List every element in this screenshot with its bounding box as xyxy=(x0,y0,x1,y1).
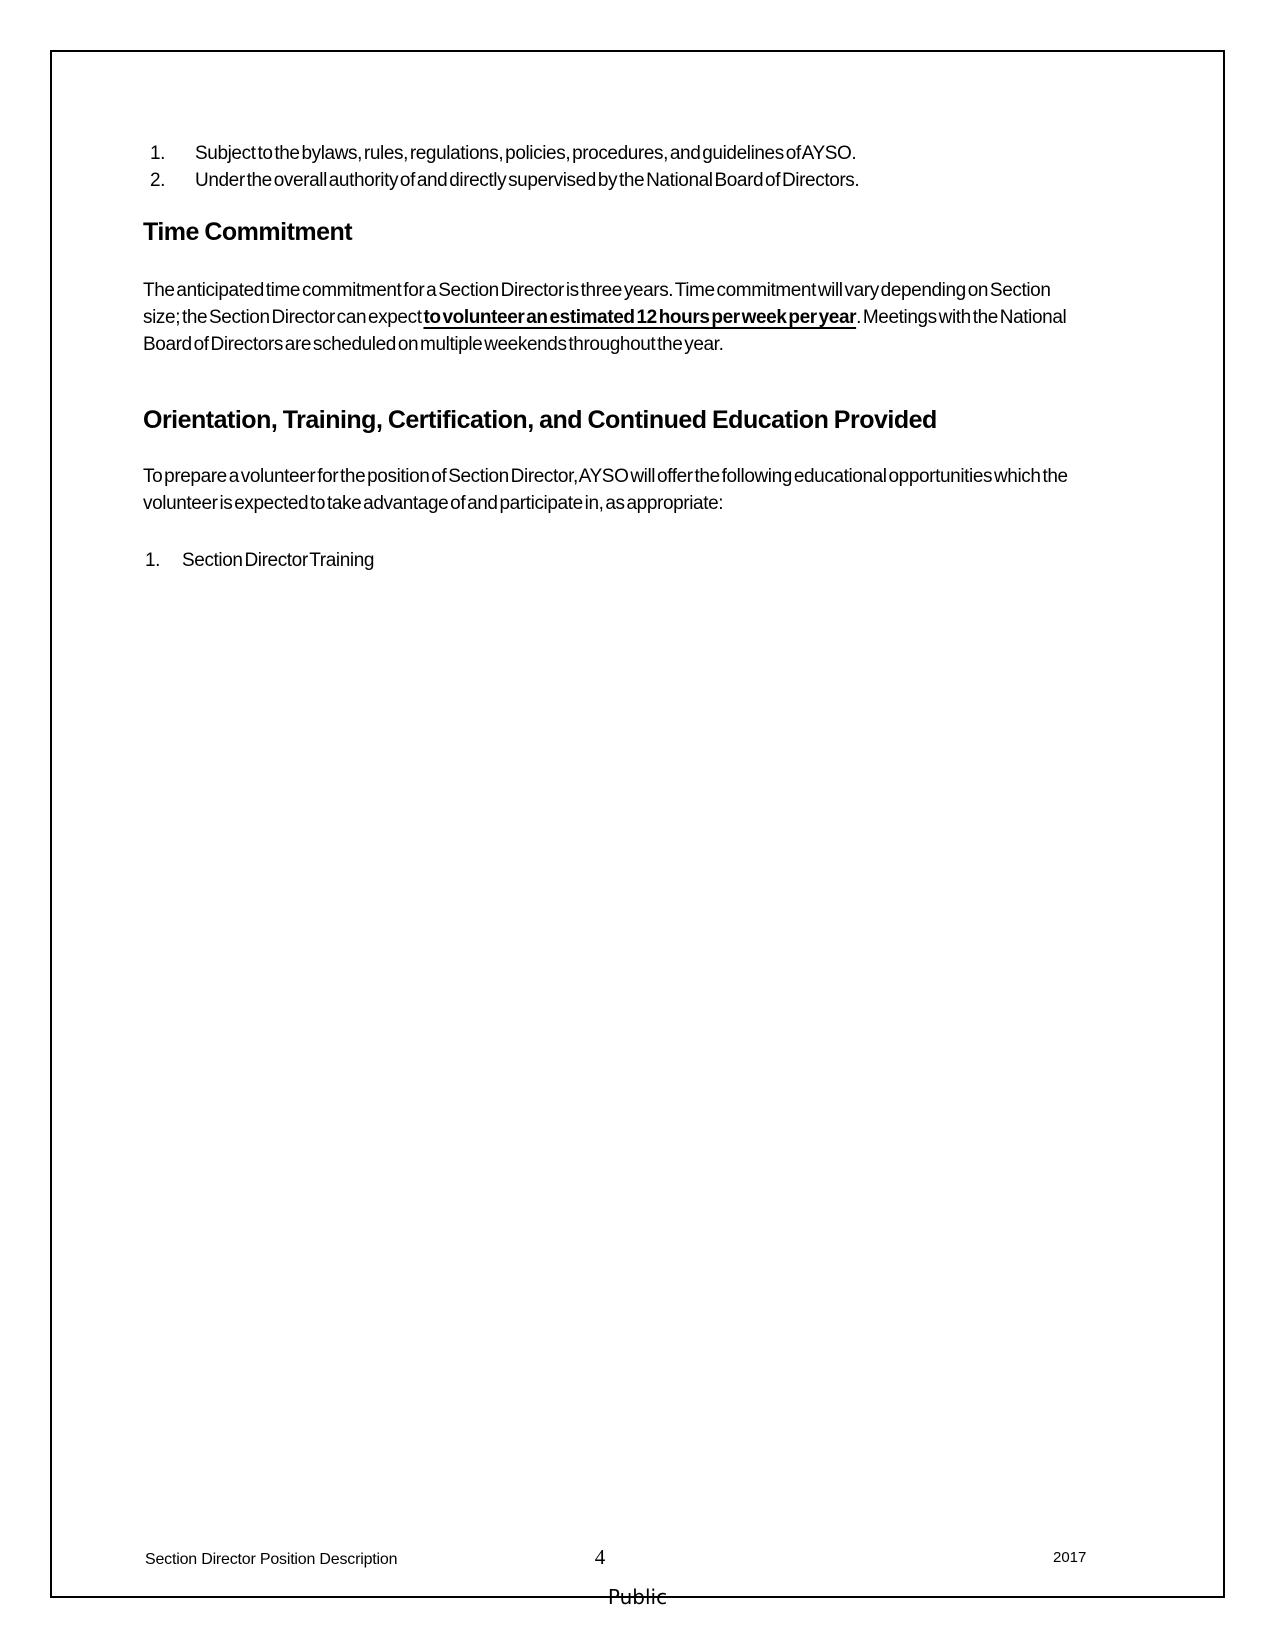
list-item-text: Section Director Training xyxy=(182,550,375,571)
list-item xyxy=(143,547,843,574)
orientation-heading: Orientation, Training, Certification, and Continued Education Provided xyxy=(143,406,937,434)
paragraph-text: The anticipated time commitment for a Section Director is three years. Time commitment will vary depending on Section size; the Section Director can expect xyxy=(143,280,1051,328)
emphasized-commitment-text: to volunteer an estimated 12 hours per week per year xyxy=(423,307,857,328)
list-item xyxy=(143,167,1103,194)
list-item xyxy=(143,140,1103,167)
classification-label: Public xyxy=(607,1585,668,1609)
time-commitment-paragraph xyxy=(143,277,1071,358)
orientation-paragraph: To prepare a volunteer for the position of Section Director, AYSO will offer the following educational opportunities which the volunteer is expected to take advantage of and participate in, as appropriate: xyxy=(143,466,1068,514)
list-item-text: Subject to the bylaws, rules, regulations, policies, procedures, and guidelines of AYSO. xyxy=(195,143,857,164)
paragraph-text: . Meetings with the National Board of Directors are scheduled on multiple weekends throughout the year. xyxy=(143,307,1067,355)
list-item-number: 2. xyxy=(150,170,166,191)
footer-page-number: 4 xyxy=(594,1545,606,1569)
list-item-number: 1. xyxy=(150,143,166,164)
supervision-list xyxy=(143,140,1103,194)
list-item-text: Under the overall authority of and directly supervised by the National Board of Directors. xyxy=(195,170,860,191)
time-commitment-heading: Time Commitment xyxy=(143,218,353,246)
training-list xyxy=(143,547,843,574)
list-item-number: 1. xyxy=(145,550,161,571)
footer-document-title: Section Director Position Description xyxy=(145,1551,398,1568)
footer-year: 2017 xyxy=(1053,1549,1087,1566)
